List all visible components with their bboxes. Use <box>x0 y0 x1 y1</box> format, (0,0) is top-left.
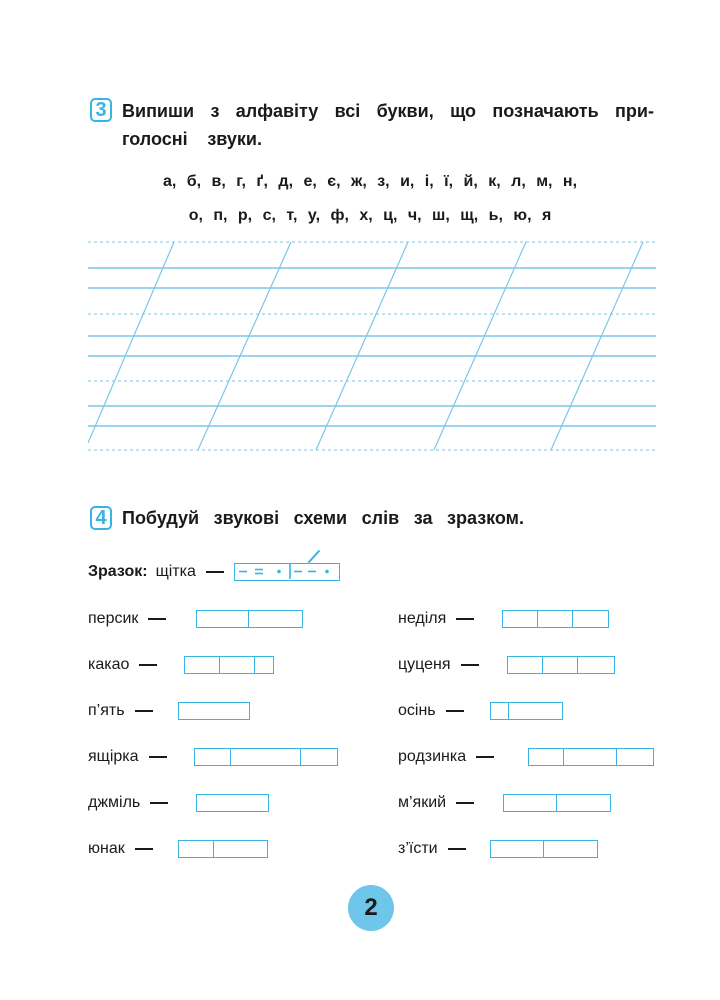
sample-row <box>88 561 340 583</box>
scheme-cell[interactable] <box>301 749 337 765</box>
word-label: неділя <box>398 610 447 627</box>
dash <box>206 571 224 573</box>
scheme-cell[interactable] <box>195 749 231 765</box>
dash <box>461 664 479 666</box>
dash <box>456 618 474 620</box>
word-row <box>398 700 474 722</box>
word-label: какао <box>88 656 130 673</box>
sound-scheme-box[interactable] <box>490 702 563 720</box>
instruction-word: алфавіту <box>235 101 319 121</box>
sound-scheme-box[interactable] <box>503 794 611 812</box>
instruction-word: з <box>210 101 220 121</box>
vowel-dot <box>277 570 281 574</box>
sound-scheme-box[interactable] <box>194 748 338 766</box>
slant-line <box>198 242 291 450</box>
sound-scheme-box[interactable] <box>490 840 598 858</box>
instruction-word: зразком. <box>447 508 524 528</box>
instruction-word: Випиши <box>122 101 195 121</box>
word-row <box>398 792 484 814</box>
scheme-cell[interactable] <box>255 657 273 673</box>
dash <box>135 848 153 850</box>
sound-scheme-box[interactable] <box>184 656 274 674</box>
instruction-word: що <box>450 101 477 121</box>
slant-line <box>434 242 526 450</box>
instruction-word: звукові <box>213 508 280 528</box>
word-row <box>88 838 163 860</box>
scheme-cell[interactable] <box>538 611 573 627</box>
instruction-word: всі <box>334 101 361 121</box>
task-4-instruction <box>122 504 524 532</box>
task-3-number: 3 <box>90 98 112 122</box>
vowel-dot <box>325 570 329 574</box>
scheme-cell[interactable] <box>564 749 617 765</box>
instruction-word: позначають <box>492 101 599 121</box>
instruction-word: голосні <box>122 129 188 149</box>
word-label: джміль <box>88 794 141 811</box>
scheme-cell[interactable] <box>179 841 214 857</box>
scheme-cell[interactable] <box>544 841 597 857</box>
word-label: родзинка <box>398 748 467 765</box>
sound-scheme-box[interactable] <box>528 748 654 766</box>
word-label: цуценя <box>398 656 451 673</box>
word-label: м’який <box>398 794 447 811</box>
slant-line <box>316 242 408 450</box>
word-label: персик <box>88 610 139 627</box>
instruction-word: звуки. <box>207 129 262 149</box>
scheme-cell[interactable] <box>249 611 302 627</box>
scheme-cell[interactable] <box>197 611 249 627</box>
scheme-cell[interactable] <box>197 795 268 811</box>
dash <box>446 710 464 712</box>
word-label: юнак <box>88 840 125 857</box>
scheme-cell[interactable] <box>529 749 564 765</box>
scheme-cell[interactable] <box>543 657 578 673</box>
word-label: п’ять <box>88 702 125 719</box>
word-label: з’їсти <box>398 840 438 857</box>
scheme-cell[interactable] <box>617 749 653 765</box>
instruction-word: схеми <box>293 508 348 528</box>
scheme-cell[interactable] <box>185 657 220 673</box>
word-row <box>88 608 176 630</box>
sound-scheme-box[interactable] <box>196 794 269 812</box>
task-3-instruction-line-2 <box>122 125 262 153</box>
scheme-cell[interactable] <box>573 611 608 627</box>
alphabet-line-1: а, б, в, г, ґ, д, е, є, ж, з, и, і, ї, й, к, л, м, н, <box>162 173 578 190</box>
handwriting-ruled-area[interactable] <box>88 238 656 454</box>
sample-label: Зразок: <box>88 563 148 580</box>
page-number-badge: 2 <box>348 885 394 931</box>
scheme-cell[interactable] <box>491 703 509 719</box>
word-row <box>398 838 476 860</box>
word-label: ящірка <box>88 748 139 765</box>
dash <box>448 848 466 850</box>
instruction-word: за <box>413 508 433 528</box>
word-row <box>88 746 177 768</box>
alphabet-line-2: о, п, р, с, т, у, ф, х, ц, ч, ш, щ, ь, ю, я <box>188 207 552 224</box>
dash <box>149 756 167 758</box>
instruction-word: слів <box>361 508 400 528</box>
sound-scheme-box[interactable] <box>178 702 250 720</box>
slant-line <box>88 242 174 443</box>
sample-word: щітка <box>155 563 196 580</box>
scheme-cell[interactable] <box>179 703 249 719</box>
scheme-cell[interactable] <box>508 657 543 673</box>
task-4-number: 4 <box>90 506 112 530</box>
word-row <box>398 608 484 630</box>
task-3-instruction-line-1 <box>122 97 654 125</box>
instruction-word: букви, <box>376 101 434 121</box>
scheme-cell[interactable] <box>503 611 538 627</box>
scheme-cell[interactable] <box>491 841 544 857</box>
dash <box>139 664 157 666</box>
scheme-cell[interactable] <box>220 657 255 673</box>
scheme-cell[interactable] <box>557 795 610 811</box>
scheme-cell[interactable] <box>214 841 267 857</box>
word-row <box>398 654 489 676</box>
instruction-word: при- <box>615 101 654 121</box>
scheme-cell[interactable] <box>231 749 301 765</box>
sound-scheme-box[interactable] <box>178 840 268 858</box>
sound-scheme-box[interactable] <box>507 656 615 674</box>
word-label: осінь <box>398 702 436 719</box>
instruction-word: Побудуй <box>122 508 200 528</box>
dash <box>135 710 153 712</box>
scheme-cell[interactable] <box>578 657 614 673</box>
dash <box>150 802 168 804</box>
word-row <box>88 654 167 676</box>
word-row <box>88 792 178 814</box>
scheme-cell[interactable] <box>509 703 562 719</box>
word-row <box>88 700 163 722</box>
sample-sound-scheme <box>234 563 340 581</box>
word-row <box>398 746 504 768</box>
dash <box>148 618 166 620</box>
dash <box>456 802 474 804</box>
scheme-cell[interactable] <box>504 795 557 811</box>
sound-scheme-box[interactable] <box>196 610 303 628</box>
sound-scheme-box[interactable] <box>502 610 609 628</box>
slant-line <box>551 242 643 450</box>
dash <box>476 756 494 758</box>
